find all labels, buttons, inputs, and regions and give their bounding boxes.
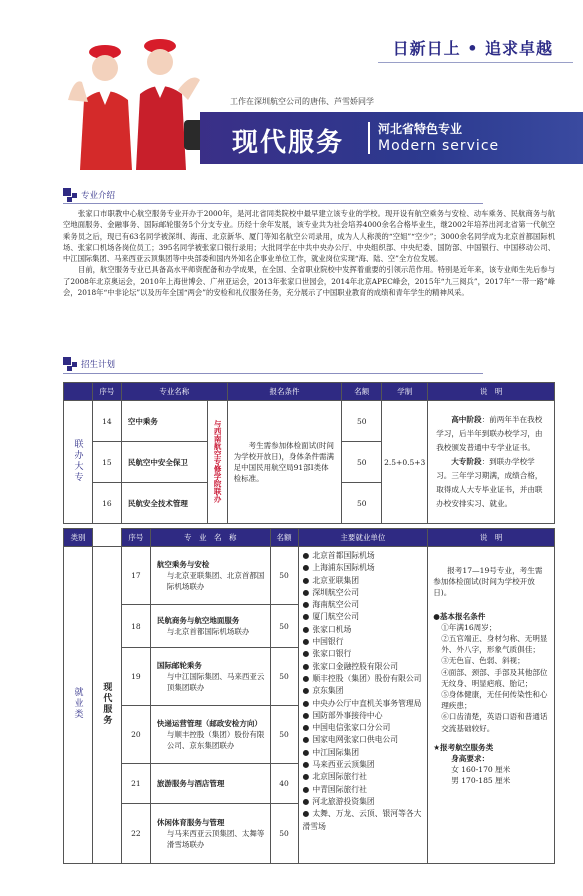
college-notes: 高中阶段：前两年半在我校学习，后半年到联办校学习，由我校颁发普通中专学业证书。 大专阶段：到联办学校学习。三年学习期满，成绩合格，取得成人大专毕业证书，并由联办校安排实习、就业。 xyxy=(428,401,555,524)
row-number: 19 xyxy=(121,648,150,706)
quota: 50 xyxy=(342,442,382,483)
banner-subtitle: 河北省特色专业 xyxy=(378,122,463,136)
table-row xyxy=(64,547,555,605)
table-row xyxy=(64,401,555,442)
partner-school: 与西南航空专修学院联办 xyxy=(207,401,227,524)
subcategory-cell: 现代服务 xyxy=(92,547,121,864)
category-cell: 就业类 xyxy=(64,547,93,864)
category-cell: 联办大专 xyxy=(64,401,93,524)
photo-caption: 工作在深圳航空公司的唐伟、芦雪娇同学 xyxy=(230,97,374,106)
employment-notes: 报考17—19号专业，考生需参加体检面试(时间为学校开放日)。 ●基本报名条件 ①年满16周岁； ②五官端正、身材匀称、无明显外、外八字，形象气质俱佳； ③无色盲、色弱、斜视； ④面部、颈部、手部及其他部位无纹身、明显疤痕、胎记； ⑤身体健康，无任何传染性和心理疾患； ⑥口齿清楚，英语口语和普通话交流基础较好。 ★报考航空服务类 身高要求： 女 160-170 厘米 男 170-185 厘米 xyxy=(428,547,555,864)
quota: 50 xyxy=(342,401,382,442)
quota: 50 xyxy=(270,648,298,706)
quota: 50 xyxy=(270,706,298,764)
section-heading-intro: 专业介绍 xyxy=(63,188,115,202)
quota: 50 xyxy=(270,547,298,605)
banner-separator xyxy=(368,122,370,154)
major-name: 休闲体育服务与管理 与马来西亚云顶集团、太舞等滑雪场联办 xyxy=(150,804,270,864)
major-name: 民航安全技术管理 xyxy=(121,483,207,524)
header-cell: 报名条件 xyxy=(227,383,342,401)
row-number: 16 xyxy=(92,483,121,524)
row-number: 18 xyxy=(121,605,150,648)
header-cell: 名额 xyxy=(342,383,382,401)
quota: 50 xyxy=(270,605,298,648)
quota: 40 xyxy=(270,764,298,804)
quota: 50 xyxy=(342,483,382,524)
header-cell: 序号 xyxy=(121,529,150,547)
header-cell: 说 明 xyxy=(428,383,555,401)
row-number: 20 xyxy=(121,706,150,764)
row-number: 22 xyxy=(121,804,150,864)
row-number: 15 xyxy=(92,442,121,483)
section-squares-icon xyxy=(63,357,77,371)
banner-english: Modern service xyxy=(378,138,500,154)
header-cell: 名额 xyxy=(270,529,298,547)
header-cell xyxy=(92,529,121,547)
major-name: 快递运营管理（邮政安检方向） 与顺丰控股（集团）股份有限公司、京东集团联办 xyxy=(150,706,270,764)
section-divider xyxy=(63,373,483,374)
header-cell: 类别 xyxy=(64,529,93,547)
table-header-row xyxy=(64,383,555,401)
header-cell: 专 业 名 称 xyxy=(150,529,270,547)
intro-text xyxy=(63,208,555,298)
row-number: 17 xyxy=(121,547,150,605)
header-cell: 主要就业单位 xyxy=(298,529,428,547)
intro-paragraph-2: 目前，航空服务专业已具备高水平师资配备和办学成果，在全国、全省职业院校中发挥着重要的引领示范作用。特别是近年来，该专业师生先后参与了2008年北京奥运会，2010年上海世博会、广州亚运会，2013年张家口世园会，2014年北京APEC峰会，2015年“九三阅兵”，2017年“一带一路”峰会，2018年“中非论坛”以及历年全国“两会”的安检和礼仪服务任务，充分展示了中国职业教育的成绩和青年学生的精神风采。 xyxy=(63,265,555,298)
slogan: 日新日上 • 追求卓越 xyxy=(392,39,553,58)
section-squares-icon xyxy=(63,188,77,202)
row-number: 14 xyxy=(92,401,121,442)
major-name: 航空乘务与安检 与北京亚联集团、北京首都国际机场联办 xyxy=(150,547,270,605)
table-header-row xyxy=(64,529,555,547)
application-condition: 考生需参加体检面试(时间为学校开放日)，身体条件需满足中国民用航空局91部Ⅰ类体检标准。 xyxy=(227,401,342,524)
major-name: 旅游服务与酒店管理 xyxy=(150,764,270,804)
duration: 2.5+0.5+3 xyxy=(382,401,428,524)
banner-title: 现代服务 xyxy=(232,128,345,158)
enrollment-table-college xyxy=(63,382,555,524)
header-cell: 说 明 xyxy=(428,529,555,547)
intro-paragraph-1: 张家口市职教中心航空服务专业开办于2000年，是河北省同类院校中最早建立该专业的学校。现开设有航空乘务与安检、动车乘务、民航商务与航空地面服务、金融事务、国际邮轮服务5个分支专业。历经十余年发展，该专业共为社会培养4000余名合格毕业生，继2002年培养出河北省第一代航空乘务员之后，现已有63名同学被深圳、海南、北京新华、厦门等知名航空公司录用，成为人人称羡的“空姐”“空少”；3000余名同学成为北京首都国际机场、张家口机场各岗位员工；395名同学被张家口银行录用；大批同学在中共中央办公厅、中央组织部、中央纪委、国防部、中国银行、中国移动公司、中江国际集团、马来西亚云顶集团等中央部委和国内外知名企事业单位工作，就业岗位实现“海、陆、空”全方位发展。 xyxy=(63,209,555,264)
major-name: 民航商务与航空地面服务 与北京首都国际机场联办 xyxy=(150,605,270,648)
enrollment-table-employment xyxy=(63,528,555,864)
slogan-divider xyxy=(378,62,573,63)
employer-list: ● 北京首都国际机场 ● 上海浦东国际机场 ● 北京亚联集团 ● 深圳航空公司 ● 海南航空公司 ● 厦门航空公司 ● 张家口机场 ● 中国银行 ● 张家口银行 ● 张家口金融控股有限公司 ● 顺丰控股（集团）股份有限公司 ● 京东集团 ● 中央办公厅中直机关事务管理局 ● 国防部外事接待中心 ● 中国电信张家口分公司 ● 国家电网张家口供电公司 ● 中江国际集团 ● 马来西亚云顶集团 ● 北京国际旅行社 ● 中青国际旅行社 ● 河北旅游投资集团 ● 太舞、万龙、云顶、银河等各大滑雪场 xyxy=(298,547,428,864)
header-cell: 序号 xyxy=(92,383,121,401)
major-name: 国际邮轮乘务 与中江国际集团、马来西亚云顶集团联办 xyxy=(150,648,270,706)
header-cell: 学制 xyxy=(382,383,428,401)
major-name: 民航空中安全保卫 xyxy=(121,442,207,483)
section-divider xyxy=(63,203,483,204)
banner xyxy=(200,112,583,164)
row-number: 21 xyxy=(121,764,150,804)
header-cell: 专业名称 xyxy=(121,383,227,401)
section-heading-plan: 招生计划 xyxy=(63,357,115,371)
major-name: 空中乘务 xyxy=(121,401,207,442)
quota: 50 xyxy=(270,804,298,864)
